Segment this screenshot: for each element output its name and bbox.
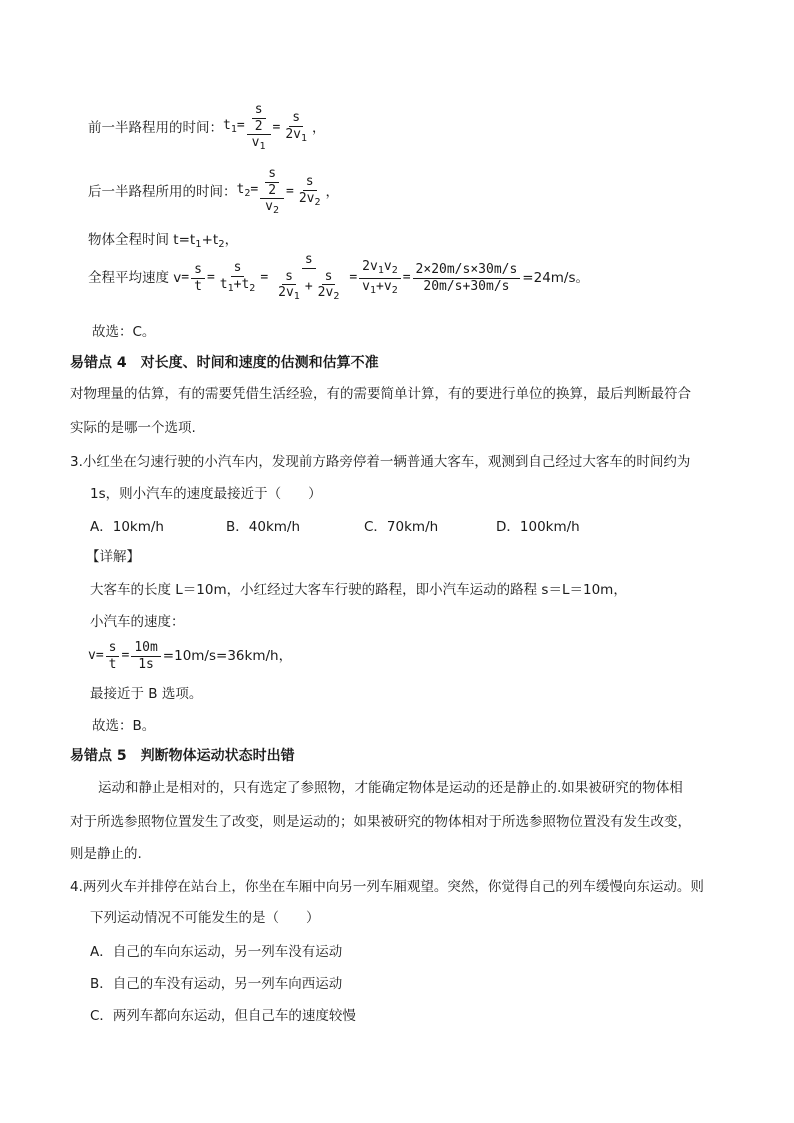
second-half-time-formula: 后一半路程所用的时间： $t_2=$ $\frac{\frac{s}{2}}{v_2}$ = $\frac{s}{2v_2}$ ， (88, 166, 340, 217)
closest-option: 最接近于 B 选项。 (90, 686, 203, 702)
answer-c: 故选：C。 (92, 324, 156, 340)
detail-line1: 大客车的长度 L＝10m，小红经过大客车行驶的路程，即小汽车运动的路程 s＝L＝10m， (90, 582, 627, 598)
first-half-time-formula (88, 100, 326, 156)
speed-calc-result: =10m/s=36km/h， (162, 648, 293, 664)
section-4-desc-line2: 实际的是哪一个选项. (70, 420, 196, 436)
equals: = (236, 118, 245, 133)
section-5-p-line3: 则是静止的. (70, 846, 142, 862)
question-4-line1: 4.两列火车并排停在站台上，你坐在车厢中向另一列车厢观望。突然，你觉得自己的列车缓慢向东运动。则 (70, 879, 704, 895)
fraction-s-over-2: $\frac{s}{2}$ (252, 103, 266, 133)
section-4-title: 易错点 4 对长度、时间和速度的估测和估算不准 (70, 355, 379, 371)
comma: ， (312, 120, 326, 136)
question-3-option-a: A．10km/h (90, 519, 164, 535)
second-half-label: 后一半路程所用的时间： (88, 184, 237, 200)
question-4-option-c: C．两列车都向东运动，但自己车的速度较慢 (90, 1008, 356, 1024)
equals: = (272, 120, 281, 135)
answer-b: 故选：B。 (92, 718, 156, 734)
question-4-line2: 下列运动情况不可能发生的是（ ） (90, 910, 320, 926)
question-4-option-b: B．自己的车没有运动，另一列车向西运动 (90, 976, 343, 992)
detail-tag: 【详解】 (86, 549, 140, 565)
question-3-line2: 1s，则小汽车的速度最接近于（ ） (90, 486, 322, 502)
average-speed-result: =24m/s。 (522, 270, 590, 286)
speed-calc-formula: v= $\frac{s}{t}$ = $\frac{10m}{1s}$ =10m/s=36km/h， (88, 639, 293, 672)
question-3-line1: 3.小红坐在匀速行驶的小汽车内，发现前方路旁停着一辆普通大客车，观测到自己经过大客车的时间约为 (70, 454, 691, 470)
section-5-title: 易错点 5 判断物体运动状态时出错 (70, 748, 295, 764)
section-5-p-line2: 对于所选参照物位置发生了改变，则是运动的；如果被研究的物体相对于所选参照物位置没有发生改变， (70, 814, 691, 830)
question-3-option-c: C．70km/h (364, 519, 439, 535)
question-3-option-d: D．100km/h (496, 519, 580, 535)
section-5-p-line1: 运动和静止是相对的，只有选定了参照物，才能确定物体是运动的还是静止的.如果被研究的物体相 (98, 780, 683, 796)
detail-line2: 小汽车的速度： (90, 614, 185, 630)
question-3-option-b: B．40km/h (226, 519, 301, 535)
fraction-s-over-2v1: $\frac{s}{2v_1}$ (285, 110, 308, 145)
fraction-s-over-2v2: $\frac{s}{2v_2}$ (298, 174, 321, 209)
t1-symbol: t (223, 118, 231, 133)
average-speed-label: 全程平均速度 v (88, 270, 182, 286)
fraction-s2-over-v2: $\frac{\frac{s}{2}}{v_2}$ (260, 167, 284, 217)
average-speed-formula: 全程平均速度 v = $\frac{s}{t}$ = $\frac{s}{t_1+t_2}$ = s $\frac{s}{2v_1}$ + $\frac{s}{2v_2}$ = $\frac{2v_1v_2}{v_1+v_2}$ = $\frac{2\times 20m/s\times 30m/s}{20m/s+30m/s}$ =24m/s。 (88, 252, 590, 303)
t1-sub: 1 (230, 124, 237, 135)
total-time-line: 物体全程时间 $t=t_1+t_2$， (88, 232, 239, 250)
first-half-label: 前一半路程用的时间： (88, 120, 223, 136)
section-4-desc-line1: 对物理量的估算，有的需要凭借生活经验，有的需要简单计算，有的要进行单位的换算，最后判断最符合 (70, 386, 691, 402)
fraction-s2-over-v1: $\frac{\frac{s}{2}}{v_1}$ (247, 103, 271, 153)
question-4-option-a: A．自己的车向东运动，另一列车没有运动 (90, 944, 343, 960)
